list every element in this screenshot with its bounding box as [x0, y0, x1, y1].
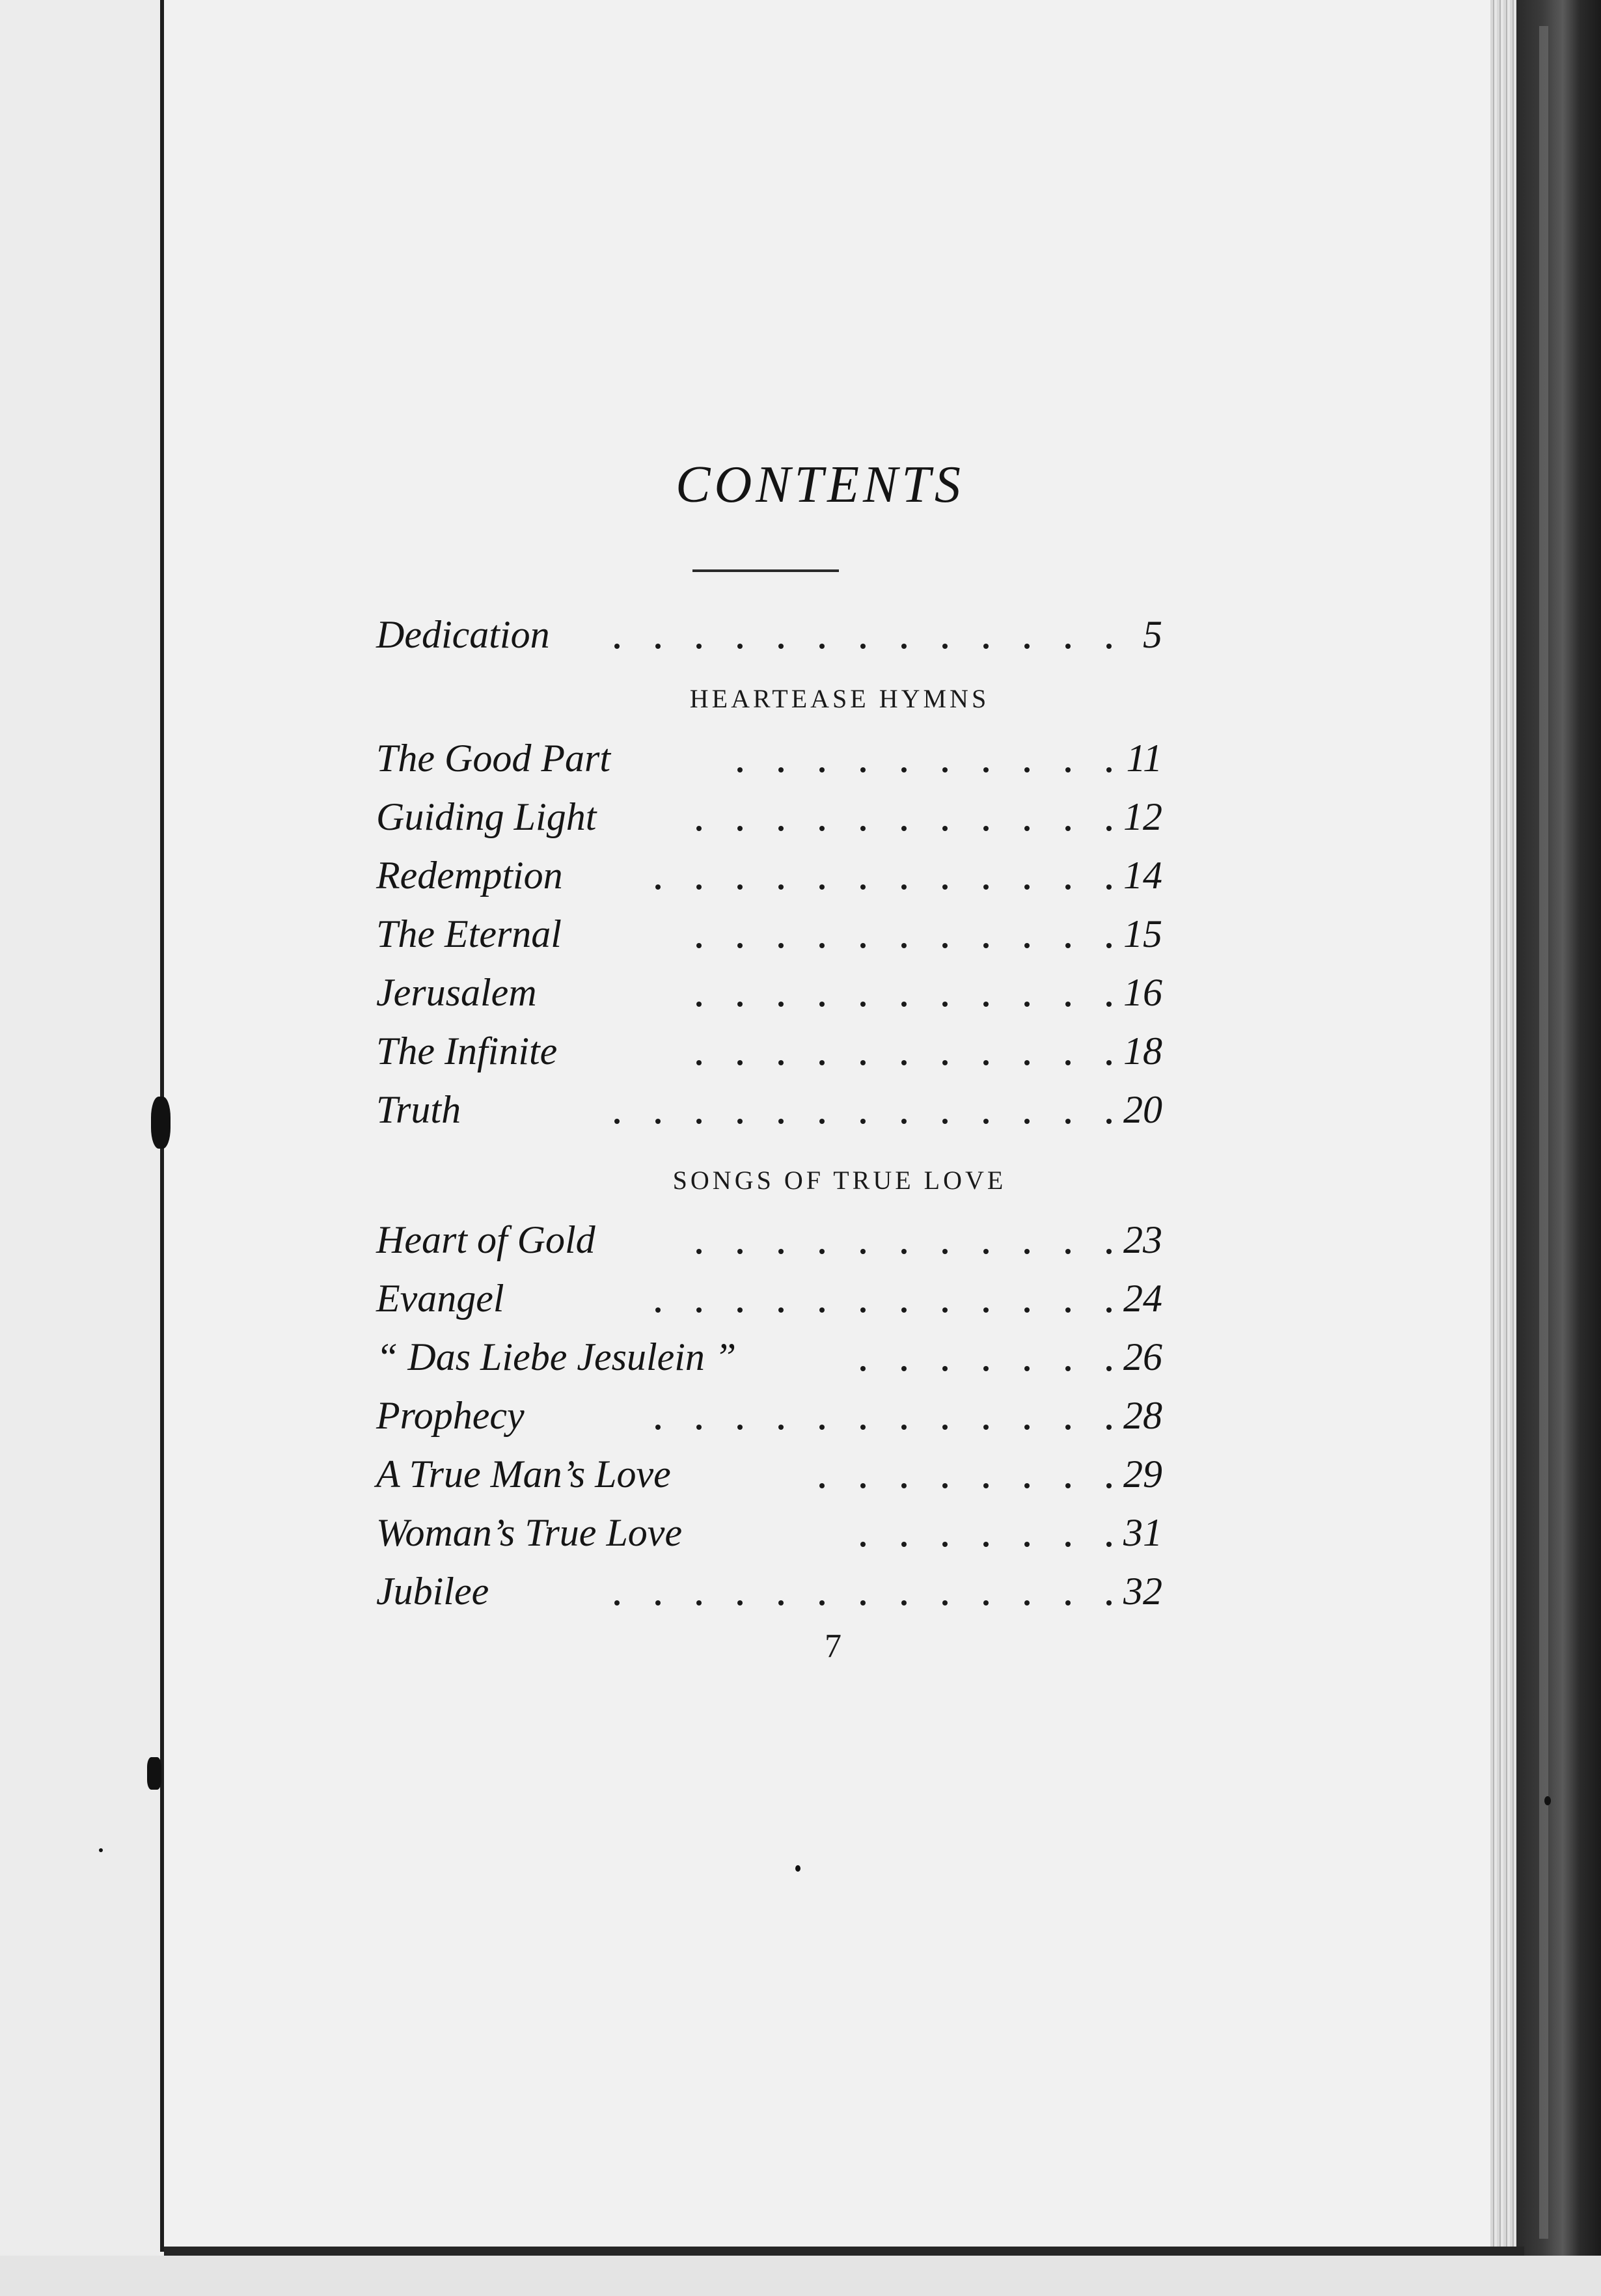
leader-dot [1065, 1249, 1071, 1254]
toc-entry [376, 1389, 1162, 1442]
leader-dot [1106, 644, 1112, 649]
leader-dot [901, 1060, 907, 1065]
leader-dot [1106, 1425, 1112, 1430]
leader-dot [1024, 1366, 1030, 1371]
toc-entry-page: 16 [1123, 971, 1162, 1014]
leader-dot [1065, 1483, 1071, 1488]
leader-dot [983, 767, 989, 772]
toc-entry [376, 1507, 1162, 1559]
leader-dot [860, 1542, 866, 1547]
leader-dot [737, 1249, 743, 1254]
leader-dot [1024, 1600, 1030, 1606]
leader-dot [942, 1119, 948, 1124]
toc-entry-title: Truth [376, 1088, 461, 1131]
bottom-strip [0, 2256, 1601, 2296]
leader-dot [696, 943, 702, 948]
page-number: 7 [825, 1628, 842, 1665]
leader-dot [983, 1366, 989, 1371]
leader-dot [942, 884, 948, 890]
toc-entry-page: 28 [1123, 1394, 1162, 1437]
toc-entry-page: 23 [1123, 1218, 1162, 1261]
toc-entry [376, 849, 1162, 901]
toc-entry [376, 608, 1162, 661]
leader-dot [1065, 884, 1071, 890]
leader-dot [1065, 1366, 1071, 1371]
leader-dot [819, 1002, 825, 1007]
toc-entry-page: 11 [1126, 737, 1162, 780]
leader-dot [901, 1119, 907, 1124]
toc-entry [376, 908, 1162, 960]
leader-dot [1106, 943, 1112, 948]
leader-dot [819, 1249, 825, 1254]
toc-entry [376, 791, 1162, 843]
toc-entry-title: The Good Part [376, 737, 610, 780]
leader-dot [1065, 943, 1071, 948]
leader-dot [1024, 1249, 1030, 1254]
leader-dot [1106, 1307, 1112, 1313]
leader-dot [942, 1060, 948, 1065]
leader-dot [860, 1249, 866, 1254]
leader-dot [819, 1425, 825, 1430]
leader-dot [655, 884, 661, 890]
toc-entry-title: Redemption [376, 854, 563, 897]
leader-dot [1106, 767, 1112, 772]
leader-dot [942, 1249, 948, 1254]
leader-dot [860, 1366, 866, 1371]
leader-dot [1106, 1060, 1112, 1065]
leader-dot [860, 1002, 866, 1007]
leader-dot [901, 1249, 907, 1254]
leader-dot [942, 1542, 948, 1547]
leader-dot [696, 826, 702, 831]
leader-dot [983, 1060, 989, 1065]
leader-dot [819, 884, 825, 890]
section-heading: HEARTEASE HYMNS [689, 684, 990, 713]
leader-dot [901, 1307, 907, 1313]
toc-entry-title: “ Das Liebe Jesulein ” [376, 1335, 737, 1378]
leader-dot [737, 826, 743, 831]
toc-entry-page: 14 [1123, 854, 1162, 897]
leader-dot [778, 1425, 784, 1430]
leader-dot [655, 1307, 661, 1313]
leader-dot [1106, 884, 1112, 890]
leader-dot [778, 644, 784, 649]
leader-dot [696, 644, 702, 649]
leader-dot [1024, 1542, 1030, 1547]
leader-dot [696, 1425, 702, 1430]
leader-dot [942, 943, 948, 948]
leader-dot [655, 1600, 661, 1606]
leader-dot [1024, 943, 1030, 948]
leader-dot [737, 1060, 743, 1065]
leader-dot [942, 1366, 948, 1371]
leader-dot [655, 644, 661, 649]
leader-dot [942, 1483, 948, 1488]
leader-dot [983, 884, 989, 890]
toc-entry [376, 1331, 1162, 1383]
binding-mark [151, 1097, 171, 1149]
toc-entry [376, 1025, 1162, 1077]
leader-dot [1065, 1002, 1071, 1007]
leader-dot [696, 1002, 702, 1007]
leader-dot [778, 826, 784, 831]
leader-dot [778, 1307, 784, 1313]
leader-dot [778, 1249, 784, 1254]
toc-entry [376, 732, 1162, 784]
leader-dot [778, 767, 784, 772]
leader-dot [942, 826, 948, 831]
leader-dot [1024, 1307, 1030, 1313]
binding-mark [147, 1757, 161, 1790]
leader-dot [860, 1307, 866, 1313]
cover-edge [1516, 0, 1601, 2296]
leader-dot [778, 884, 784, 890]
toc-entry-title: Heart of Gold [376, 1218, 595, 1261]
leader-dot [983, 1425, 989, 1430]
leader-dot [901, 1002, 907, 1007]
leader-dot [942, 767, 948, 772]
leader-dot [901, 943, 907, 948]
leader-dot [983, 826, 989, 831]
leader-dot [1024, 1060, 1030, 1065]
toc-entry-title: Dedication [376, 613, 550, 656]
leader-dot [860, 767, 866, 772]
leader-dot [983, 1483, 989, 1488]
leader-dot [696, 884, 702, 890]
leader-dot [737, 1002, 743, 1007]
leader-dot [1065, 644, 1071, 649]
leader-dot [737, 767, 743, 772]
leader-dot [901, 1483, 907, 1488]
leader-dot [1065, 1119, 1071, 1124]
toc-entry-page: 15 [1123, 912, 1162, 955]
leader-dot [942, 1002, 948, 1007]
leader-dot [737, 943, 743, 948]
leader-dot [819, 767, 825, 772]
page-edges [1490, 0, 1516, 2258]
toc-entry [376, 1084, 1162, 1136]
leader-dot [1106, 1002, 1112, 1007]
leader-dot [778, 1060, 784, 1065]
leader-dot [901, 826, 907, 831]
toc-entry [376, 1214, 1162, 1266]
leader-dot [983, 1307, 989, 1313]
leader-dot [983, 1002, 989, 1007]
leader-dot [901, 767, 907, 772]
leader-dot [819, 943, 825, 948]
toc-entry [376, 1448, 1162, 1500]
toc-entry-page: 5 [1143, 613, 1162, 656]
leader-dot [696, 1307, 702, 1313]
leader-dot [983, 1542, 989, 1547]
toc-entry-title: Evangel [376, 1277, 504, 1320]
leader-dot [696, 1600, 702, 1606]
toc-entry-page: 12 [1123, 795, 1162, 838]
toc-entry-page: 18 [1123, 1030, 1162, 1073]
leader-dot [983, 1600, 989, 1606]
leader-dot [942, 1425, 948, 1430]
leader-dot [942, 1600, 948, 1606]
leader-dot [942, 1307, 948, 1313]
leader-dot [737, 644, 743, 649]
leader-dot [696, 1249, 702, 1254]
leader-dot [1065, 826, 1071, 831]
leader-dot [1024, 1425, 1030, 1430]
leader-dot [860, 644, 866, 649]
leader-dot [819, 644, 825, 649]
section-heading: SONGS OF TRUE LOVE [672, 1166, 1007, 1195]
toc-entry-title: Woman’s True Love [376, 1511, 683, 1554]
heading-rule [692, 569, 839, 572]
leader-dot [860, 1119, 866, 1124]
leader-dot [860, 884, 866, 890]
leader-dot [1065, 767, 1071, 772]
leader-dot [696, 1060, 702, 1065]
leader-dot [860, 1483, 866, 1488]
leader-dot [1106, 1542, 1112, 1547]
speck [795, 1865, 800, 1872]
leader-dot [1024, 767, 1030, 772]
leader-dot [819, 1600, 825, 1606]
leader-dot [614, 644, 620, 649]
leader-dot [901, 884, 907, 890]
leader-dot [1106, 1366, 1112, 1371]
leader-dot [737, 1425, 743, 1430]
leader-dot [737, 1600, 743, 1606]
toc-entry-title: Jerusalem [376, 971, 537, 1014]
leader-dot [901, 1600, 907, 1606]
leader-dot [901, 1366, 907, 1371]
leader-dot [1106, 1119, 1112, 1124]
leader-dot [655, 1425, 661, 1430]
facing-page-margin [0, 0, 159, 2296]
leader-dot [819, 1119, 825, 1124]
leader-dot [614, 1600, 620, 1606]
contents-heading: CONTENTS [676, 456, 965, 513]
leader-dot [614, 1119, 620, 1124]
leader-dot [1065, 1542, 1071, 1547]
toc-entry-page: 29 [1123, 1453, 1162, 1496]
leader-dot [778, 1600, 784, 1606]
leader-dot [1024, 826, 1030, 831]
toc-entry [376, 1272, 1162, 1324]
leader-dot [819, 1307, 825, 1313]
leader-dot [737, 884, 743, 890]
toc-entry-page: 26 [1123, 1335, 1162, 1378]
leader-dot [1024, 644, 1030, 649]
leader-dot [1024, 1119, 1030, 1124]
leader-dot [860, 826, 866, 831]
leader-dot [901, 1425, 907, 1430]
leader-dot [860, 1425, 866, 1430]
leader-dot [942, 644, 948, 649]
leader-dot [983, 1119, 989, 1124]
leader-dot [819, 826, 825, 831]
toc-entry-page: 24 [1123, 1277, 1162, 1320]
leader-dot [1106, 1600, 1112, 1606]
leader-dot [1024, 884, 1030, 890]
leader-dot [901, 644, 907, 649]
leader-dot [778, 943, 784, 948]
leader-dot [737, 1119, 743, 1124]
leader-dot [1065, 1060, 1071, 1065]
leader-dot [1024, 1483, 1030, 1488]
leader-dot [696, 1119, 702, 1124]
toc-entry-page: 31 [1123, 1511, 1162, 1554]
leader-dot [983, 644, 989, 649]
toc-entry [376, 1565, 1162, 1617]
leader-dot [901, 1542, 907, 1547]
toc-entry [376, 966, 1162, 1018]
leader-dot [819, 1060, 825, 1065]
leader-dot [1065, 1307, 1071, 1313]
toc-entry-title: Prophecy [376, 1394, 525, 1437]
leader-dot [983, 1249, 989, 1254]
leader-dot [655, 1119, 661, 1124]
cover-edge-highlight [1539, 26, 1548, 2239]
toc-entry-page: 20 [1123, 1088, 1162, 1131]
toc-entry-page: 32 [1123, 1570, 1162, 1613]
toc-entry-title: The Eternal [376, 912, 562, 955]
leader-dot [860, 1600, 866, 1606]
toc-entry-title: The Infinite [376, 1030, 558, 1073]
leader-dot [1065, 1425, 1071, 1430]
leader-dot [778, 1002, 784, 1007]
toc-entry-title: Jubilee [376, 1570, 489, 1613]
leader-dot [1024, 1002, 1030, 1007]
speck [1544, 1796, 1551, 1805]
toc-entry-title: Guiding Light [376, 795, 597, 838]
leader-dot [983, 943, 989, 948]
leader-dot [1065, 1600, 1071, 1606]
leader-dot [1106, 1483, 1112, 1488]
speck [99, 1848, 103, 1852]
leader-dot [860, 943, 866, 948]
leader-dot [1106, 826, 1112, 831]
leader-dot [737, 1307, 743, 1313]
leader-dot [819, 1483, 825, 1488]
leader-dot [778, 1119, 784, 1124]
leader-dot [1106, 1249, 1112, 1254]
leader-dot [860, 1060, 866, 1065]
toc-entry-title: A True Man’s Love [376, 1453, 671, 1496]
page-bottom-edge [164, 2247, 1524, 2256]
